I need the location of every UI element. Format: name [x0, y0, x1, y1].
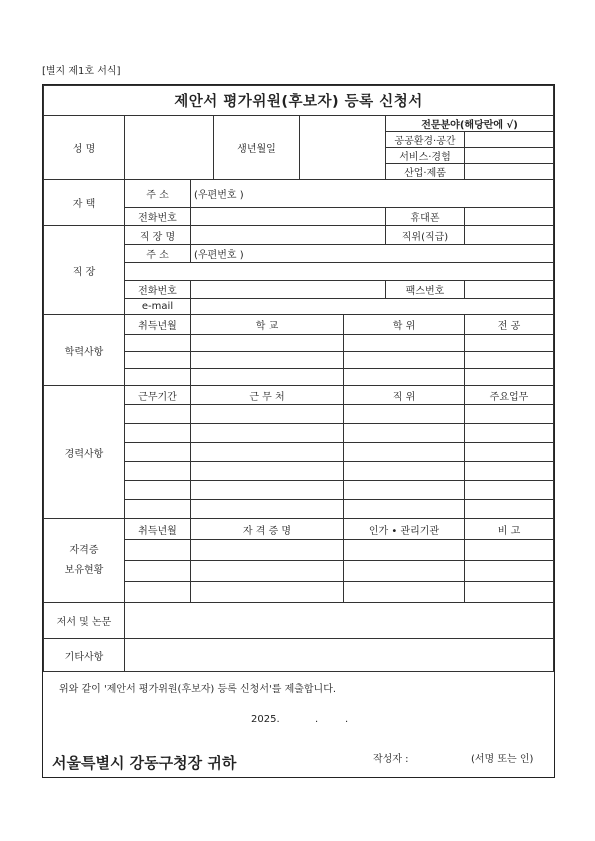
career-cell[interactable] [125, 443, 191, 462]
email-field[interactable] [191, 299, 554, 315]
license-cell[interactable] [344, 561, 465, 582]
home-address-label: 주 소 [125, 180, 191, 208]
license-header: 인가 • 관리기관 [344, 519, 465, 540]
career-cell[interactable] [125, 424, 191, 443]
workplace-label: 직 장 명 [125, 226, 191, 245]
mobile-label: 휴대폰 [386, 208, 465, 226]
career-cell[interactable] [125, 405, 191, 424]
form-number-label: [별지 제1호 서식] [42, 66, 121, 77]
education-cell[interactable] [125, 352, 191, 369]
position-field[interactable] [465, 226, 554, 245]
career-cell[interactable] [344, 500, 465, 519]
specialty-checkbox[interactable] [465, 164, 554, 180]
education-cell[interactable] [465, 335, 554, 352]
publications-field[interactable] [125, 603, 554, 639]
license-cell[interactable] [465, 561, 554, 582]
career-cell[interactable] [191, 500, 344, 519]
career-section-label: 경력사항 [44, 386, 125, 519]
career-cell[interactable] [465, 481, 554, 500]
fax-field[interactable] [465, 281, 554, 299]
work-phone-field[interactable] [191, 281, 386, 299]
education-section-label: 학력사항 [44, 315, 125, 386]
application-form [42, 84, 555, 778]
career-cell[interactable] [191, 462, 344, 481]
license-cell[interactable] [191, 561, 344, 582]
education-header: 취득년월 [125, 315, 191, 335]
career-cell[interactable] [191, 424, 344, 443]
license-cell[interactable] [344, 582, 465, 603]
education-cell[interactable] [465, 352, 554, 369]
specialty-option: 공공환경·공간 [386, 132, 465, 148]
work-address-extra-field[interactable] [125, 263, 554, 281]
birth-label: 생년월일 [214, 116, 300, 180]
education-cell[interactable] [465, 369, 554, 386]
career-cell[interactable] [344, 424, 465, 443]
mobile-field[interactable] [465, 208, 554, 226]
home-address-field[interactable]: (우편번호 ) [191, 180, 554, 208]
education-cell[interactable] [344, 335, 465, 352]
license-section-label [44, 519, 125, 603]
education-cell[interactable] [344, 369, 465, 386]
career-header: 근무기간 [125, 386, 191, 405]
license-label-line1: 자격증 [69, 544, 99, 556]
fax-label: 팩스번호 [386, 281, 465, 299]
work-address-label: 주 소 [125, 245, 191, 263]
education-cell[interactable] [191, 335, 344, 352]
signature-label: (서명 또는 인) [471, 754, 534, 765]
education-cell[interactable] [191, 352, 344, 369]
home-phone-field[interactable] [191, 208, 386, 226]
career-cell[interactable] [465, 424, 554, 443]
specialty-checkbox[interactable] [465, 132, 554, 148]
home-section-label: 자 택 [44, 180, 125, 226]
home-phone-label: 전화번호 [125, 208, 191, 226]
name-field[interactable] [125, 116, 214, 180]
education-header: 학 위 [344, 315, 465, 335]
specialty-header: 전문분야(해당란에 √) [386, 116, 554, 132]
career-cell[interactable] [344, 462, 465, 481]
specialty-checkbox[interactable] [465, 148, 554, 164]
license-cell[interactable] [191, 540, 344, 561]
work-section-label: 직 장 [44, 226, 125, 315]
career-cell[interactable] [465, 443, 554, 462]
submit-statement: 위와 같이 '제안서 평가위원(후보자) 등록 신청서'를 제출합니다. [59, 684, 337, 695]
position-label: 직위(직급) [386, 226, 465, 245]
work-phone-label: 전화번호 [125, 281, 191, 299]
form-title: 제안서 평가위원(후보자) 등록 신청서 [44, 86, 554, 116]
education-cell[interactable] [191, 369, 344, 386]
license-header: 비 고 [465, 519, 554, 540]
career-cell[interactable] [125, 462, 191, 481]
career-header: 주요업무 [465, 386, 554, 405]
date-dot: . [315, 714, 319, 725]
email-label: e-mail [125, 299, 191, 315]
license-cell[interactable] [191, 582, 344, 603]
career-cell[interactable] [344, 405, 465, 424]
author-label: 작성자 : [373, 754, 409, 765]
career-cell[interactable] [191, 443, 344, 462]
license-cell[interactable] [465, 582, 554, 603]
license-cell[interactable] [125, 540, 191, 561]
career-cell[interactable] [125, 500, 191, 519]
publications-label: 저서 및 논문 [44, 603, 125, 639]
workplace-field[interactable] [191, 226, 386, 245]
date-dot: . [345, 714, 349, 725]
license-cell[interactable] [465, 540, 554, 561]
career-cell[interactable] [125, 481, 191, 500]
education-cell[interactable] [344, 352, 465, 369]
license-cell[interactable] [125, 582, 191, 603]
education-header: 전 공 [465, 315, 554, 335]
career-header: 직 위 [344, 386, 465, 405]
birth-field[interactable] [300, 116, 386, 180]
work-address-field[interactable]: (우편번호 ) [191, 245, 554, 263]
education-header: 학 교 [191, 315, 344, 335]
form-table [43, 85, 554, 672]
license-label-line2: 보유현황 [64, 564, 104, 576]
education-cell[interactable] [125, 335, 191, 352]
career-cell[interactable] [344, 481, 465, 500]
career-cell[interactable] [465, 462, 554, 481]
career-header: 근 무 처 [191, 386, 344, 405]
career-cell[interactable] [191, 481, 344, 500]
specialty-option: 서비스·경험 [386, 148, 465, 164]
name-label: 성 명 [44, 116, 125, 180]
license-cell[interactable] [125, 561, 191, 582]
specialty-option: 산업·제품 [386, 164, 465, 180]
education-cell[interactable] [125, 369, 191, 386]
other-label: 기타사항 [44, 639, 125, 672]
addressee: 서울특별시 강동구청장 귀하 [52, 754, 237, 772]
license-header: 취득년월 [125, 519, 191, 540]
career-cell[interactable] [465, 405, 554, 424]
career-cell[interactable] [191, 405, 344, 424]
date-year: 2025. [251, 714, 280, 725]
career-cell[interactable] [344, 443, 465, 462]
license-cell[interactable] [344, 540, 465, 561]
other-field[interactable] [125, 639, 554, 672]
career-cell[interactable] [465, 500, 554, 519]
license-header: 자 격 증 명 [191, 519, 344, 540]
